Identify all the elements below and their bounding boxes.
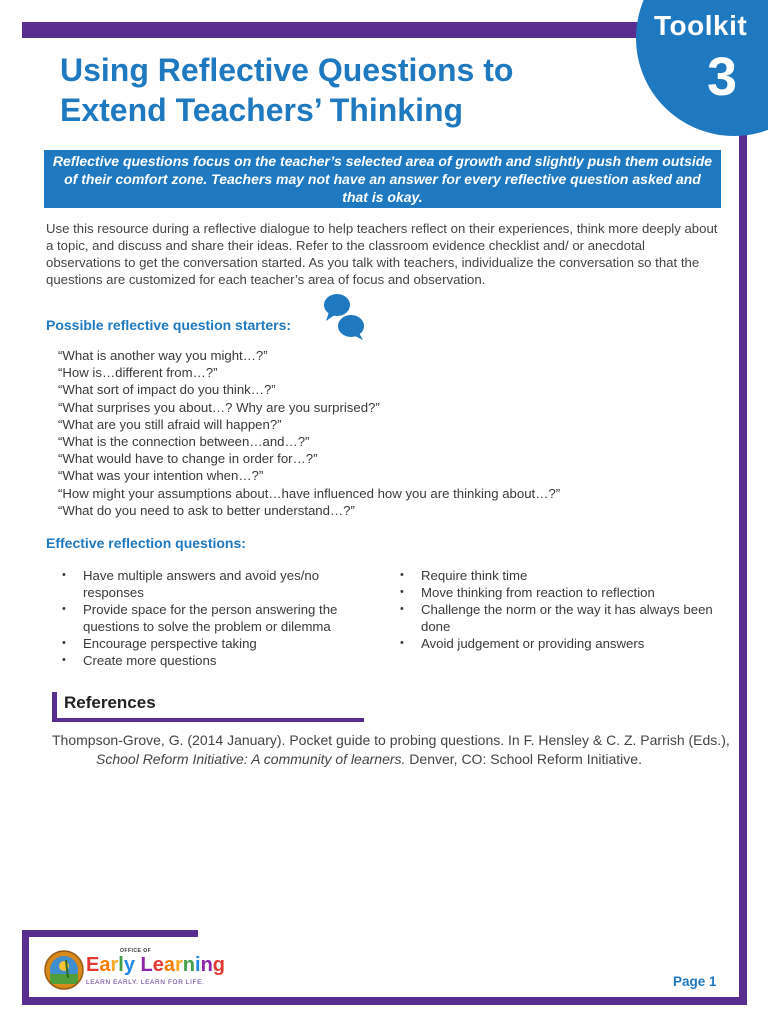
right-border-bar xyxy=(739,118,747,1004)
logo-wordmark xyxy=(86,954,225,976)
question-starter-item: “What was your intention when…?” xyxy=(58,468,264,484)
effective-question-item xyxy=(400,635,720,652)
logo-letter: n xyxy=(182,954,195,976)
title-line-2: Extend Teachers’ Thinking xyxy=(60,92,464,128)
speech-bubbles-icon xyxy=(322,292,366,340)
effective-question-item xyxy=(62,601,372,635)
question-starter-item: “What are you still afraid will happen?” xyxy=(58,416,282,432)
intro-paragraph: Use this resource during a reflective dialogue to help teachers reflect on their experiences, think more deeply about a topic, and discuss and share their ideas. Refer to the classroom evidence checklist and/ or anecdotal observations to get the conversation started. As you talk with teachers, individualize the conversation so that the questions are customized for each teacher’s area of focus and observation. xyxy=(46,221,718,287)
logo-letter: l xyxy=(118,954,124,976)
effective-question-text: Require think time xyxy=(421,568,528,583)
effective-question-item xyxy=(400,601,720,635)
top-border-bar xyxy=(22,22,722,38)
effective-heading: Effective reflection questions: xyxy=(46,535,246,551)
logo-frame-top xyxy=(22,930,198,937)
references-underline xyxy=(52,718,364,722)
effective-question-text: Challenge the norm or the way it has always been done xyxy=(421,602,713,634)
question-starter-item: “What is the connection between…and…?” xyxy=(58,434,310,450)
references-heading: References xyxy=(64,693,156,712)
toolkit-label: Toolkit xyxy=(654,10,748,41)
page-number: Page 1 xyxy=(673,974,717,989)
effective-question-item xyxy=(400,584,720,601)
logo-tagline: LEARN EARLY. LEARN FOR LIFE. xyxy=(86,979,205,986)
effective-question-item xyxy=(400,567,720,584)
logo-letter: r xyxy=(174,954,183,976)
callout-text: Reflective questions focus on the teacher’s selected area of growth and slightly push them outside of their comfort zone. Teachers may not have an answer for every reflective question asked and that is okay. xyxy=(52,153,713,205)
question-starter-item: “What surprises you about…? Why are you surprised?” xyxy=(58,399,380,415)
question-starter-item: “How is…different from…?” xyxy=(58,365,218,381)
question-starter-item: “What would have to change in order for…?” xyxy=(58,451,318,467)
effective-question-text: Have multiple answers and avoid yes/no responses xyxy=(83,568,320,600)
logo-letter: L xyxy=(140,954,153,976)
question-starter-item: “How might your assumptions about…have influenced how you are thinking about…?” xyxy=(58,485,561,501)
title-line-1: Using Reflective Questions to xyxy=(60,52,514,88)
toolkit-badge xyxy=(636,0,768,136)
effective-question-text: Provide space for the person answering the questions to solve the problem or dilemma xyxy=(83,602,338,634)
logo-letter: E xyxy=(86,954,100,976)
logo-letter: a xyxy=(99,954,111,976)
reference-text-post: Denver, CO: School Reform Initiative. xyxy=(405,751,642,767)
bottom-border-bar xyxy=(22,997,747,1005)
logo-letter: e xyxy=(152,954,164,976)
logo-letter: r xyxy=(110,954,119,976)
callout-banner xyxy=(44,150,721,208)
reference-entry xyxy=(52,731,761,769)
effective-question-text: Move thinking from reaction to reflection xyxy=(421,585,655,600)
effective-list-right xyxy=(400,567,720,652)
page-title xyxy=(60,50,620,130)
effective-question-text: Avoid judgement or providing answers xyxy=(421,636,645,651)
state-seal-logo xyxy=(44,950,84,990)
question-starter-item: “What sort of impact do you think…?” xyxy=(58,382,276,398)
logo-letter: y xyxy=(123,954,135,976)
question-starters-list xyxy=(58,347,560,519)
question-starter-item: “What is another way you might…?” xyxy=(58,348,268,363)
logo-office-of: OFFICE OF xyxy=(120,948,152,954)
effective-question-item xyxy=(62,652,372,669)
reference-title: School Reform Initiative: A community of learners. xyxy=(96,751,406,767)
bullet-icon: • xyxy=(62,569,66,581)
effective-question-item xyxy=(62,635,372,652)
starters-heading: Possible reflective question starters: xyxy=(46,317,292,333)
logo-letter: n xyxy=(200,954,213,976)
bullet-icon: • xyxy=(400,586,404,598)
question-starter-item: “What do you need to ask to better understand…?” xyxy=(58,502,355,518)
logo-letter: a xyxy=(163,954,175,976)
bullet-icon: • xyxy=(62,654,66,666)
logo-letter: i xyxy=(195,954,201,976)
effective-question-item xyxy=(62,567,372,601)
bullet-icon: • xyxy=(62,637,66,649)
effective-question-text: Encourage perspective taking xyxy=(83,636,257,651)
logo-frame-left xyxy=(22,930,29,1005)
reference-text-pre: Thompson-Grove, G. (2014 January). Pocket guide to probing questions. In F. Hensley & C. Z. Parrish (Eds.), xyxy=(52,732,730,748)
effective-list-left xyxy=(62,567,372,669)
bullet-icon: • xyxy=(400,637,404,649)
bullet-icon: • xyxy=(400,603,404,615)
logo-letter: g xyxy=(212,954,225,976)
bullet-icon: • xyxy=(400,569,404,581)
toolkit-number: 3 xyxy=(707,47,738,107)
effective-question-text: Create more questions xyxy=(83,653,217,668)
bullet-icon: • xyxy=(62,603,66,615)
